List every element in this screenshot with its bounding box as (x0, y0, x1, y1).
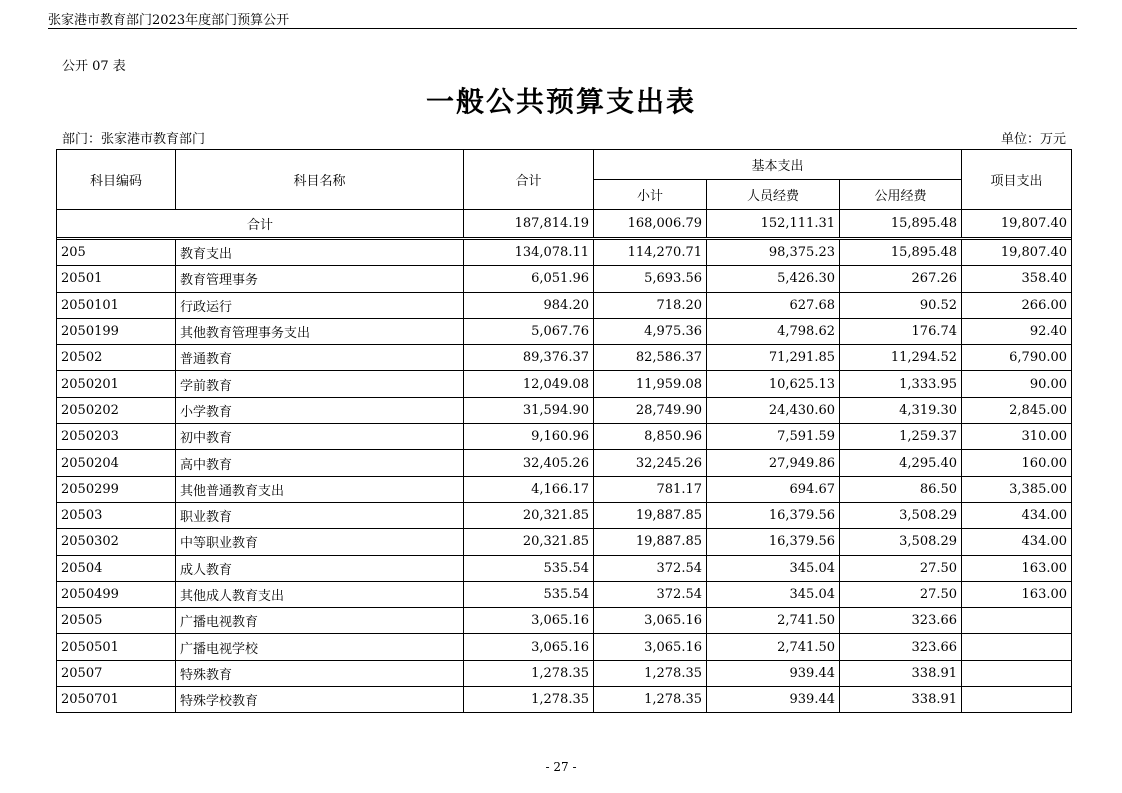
row-project: 90.00 (962, 371, 1072, 397)
row-project: 310.00 (962, 424, 1072, 450)
row-project: 434.00 (962, 529, 1072, 555)
row-code: 2050204 (57, 450, 176, 476)
row-subtotal: 718.20 (594, 292, 707, 318)
row-code: 205 (57, 240, 176, 266)
row-code: 2050302 (57, 529, 176, 555)
table-row (57, 450, 1072, 476)
row-name: 其他教育管理事务支出 (176, 318, 464, 344)
row-project: 3,385.00 (962, 476, 1072, 502)
row-personnel: 2,741.50 (707, 634, 840, 660)
row-name: 教育管理事务 (176, 266, 464, 292)
row-subtotal: 19,887.85 (594, 529, 707, 555)
row-total: 89,376.37 (464, 345, 594, 371)
header-basic: 基本支出 (594, 150, 962, 180)
row-project: 160.00 (962, 450, 1072, 476)
row-name: 教育支出 (176, 240, 464, 266)
row-personnel: 939.44 (707, 660, 840, 686)
row-total: 5,067.76 (464, 318, 594, 344)
row-code: 2050201 (57, 371, 176, 397)
row-total: 32,405.26 (464, 450, 594, 476)
table-row (57, 345, 1072, 371)
row-public: 176.74 (840, 318, 962, 344)
table-row (57, 581, 1072, 607)
row-project (962, 634, 1072, 660)
row-name: 普通教育 (176, 345, 464, 371)
header-rule (48, 28, 1077, 29)
row-public: 11,294.52 (840, 345, 962, 371)
row-subtotal: 3,065.16 (594, 634, 707, 660)
row-name: 中等职业教育 (176, 529, 464, 555)
row-project: 6,790.00 (962, 345, 1072, 371)
total-row (57, 210, 1072, 238)
row-personnel: 627.68 (707, 292, 840, 318)
row-personnel: 4,798.62 (707, 318, 840, 344)
row-code: 20507 (57, 660, 176, 686)
row-name: 广播电视教育 (176, 608, 464, 634)
row-public: 323.66 (840, 608, 962, 634)
table-row (57, 292, 1072, 318)
row-total: 1,278.35 (464, 660, 594, 686)
row-total: 20,321.85 (464, 529, 594, 555)
row-subtotal: 372.54 (594, 581, 707, 607)
row-project: 163.00 (962, 555, 1072, 581)
row-subtotal: 32,245.26 (594, 450, 707, 476)
row-subtotal: 1,278.35 (594, 687, 707, 713)
row-personnel: 694.67 (707, 476, 840, 502)
total-label: 合计 (57, 210, 464, 238)
header-project: 项目支出 (962, 150, 1072, 210)
row-code: 2050202 (57, 397, 176, 423)
unit-label: 单位：万元 (1000, 132, 1066, 147)
table-row (57, 529, 1072, 555)
row-personnel: 98,375.23 (707, 240, 840, 266)
table-number: 公开 07 表 (62, 59, 126, 74)
row-personnel: 345.04 (707, 581, 840, 607)
row-name: 职业教育 (176, 502, 464, 528)
row-public: 86.50 (840, 476, 962, 502)
row-public: 15,895.48 (840, 240, 962, 266)
row-subtotal: 3,065.16 (594, 608, 707, 634)
row-name: 成人教育 (176, 555, 464, 581)
row-public: 338.91 (840, 687, 962, 713)
table-row (57, 266, 1072, 292)
row-total: 3,065.16 (464, 608, 594, 634)
total-subtotal: 168,006.79 (594, 210, 707, 238)
row-code: 2050501 (57, 634, 176, 660)
row-project (962, 687, 1072, 713)
total-project: 19,807.40 (962, 210, 1072, 238)
header-total: 合计 (464, 150, 594, 210)
row-project: 434.00 (962, 502, 1072, 528)
row-personnel: 24,430.60 (707, 397, 840, 423)
row-total: 9,160.96 (464, 424, 594, 450)
row-subtotal: 82,586.37 (594, 345, 707, 371)
row-personnel: 2,741.50 (707, 608, 840, 634)
row-public: 323.66 (840, 634, 962, 660)
table-row (57, 240, 1072, 266)
total-personnel: 152,111.31 (707, 210, 840, 238)
header-personnel: 人员经费 (707, 180, 840, 210)
row-code: 20501 (57, 266, 176, 292)
page-number: - 27 - (545, 760, 577, 774)
row-subtotal: 781.17 (594, 476, 707, 502)
row-subtotal: 4,975.36 (594, 318, 707, 344)
row-public: 338.91 (840, 660, 962, 686)
row-public: 4,295.40 (840, 450, 962, 476)
row-personnel: 939.44 (707, 687, 840, 713)
row-personnel: 10,625.13 (707, 371, 840, 397)
row-personnel: 27,949.86 (707, 450, 840, 476)
row-public: 27.50 (840, 555, 962, 581)
row-personnel: 345.04 (707, 555, 840, 581)
row-subtotal: 1,278.35 (594, 660, 707, 686)
row-personnel: 16,379.56 (707, 529, 840, 555)
row-public: 267.26 (840, 266, 962, 292)
row-code: 2050701 (57, 687, 176, 713)
row-personnel: 16,379.56 (707, 502, 840, 528)
header-name: 科目名称 (176, 150, 464, 210)
row-code: 20503 (57, 502, 176, 528)
row-code: 2050499 (57, 581, 176, 607)
row-project (962, 608, 1072, 634)
table-row (57, 555, 1072, 581)
row-subtotal: 5,693.56 (594, 266, 707, 292)
row-total: 535.54 (464, 581, 594, 607)
row-name: 特殊学校教育 (176, 687, 464, 713)
row-personnel: 7,591.59 (707, 424, 840, 450)
total-total: 187,814.19 (464, 210, 594, 238)
row-total: 3,065.16 (464, 634, 594, 660)
row-total: 134,078.11 (464, 240, 594, 266)
table-row (57, 476, 1072, 502)
row-total: 12,049.08 (464, 371, 594, 397)
row-total: 20,321.85 (464, 502, 594, 528)
row-total: 31,594.90 (464, 397, 594, 423)
table-row (57, 634, 1072, 660)
total-public: 15,895.48 (840, 210, 962, 238)
row-code: 20504 (57, 555, 176, 581)
row-name: 高中教育 (176, 450, 464, 476)
row-name: 特殊教育 (176, 660, 464, 686)
row-personnel: 5,426.30 (707, 266, 840, 292)
header-code: 科目编码 (57, 150, 176, 210)
row-subtotal: 11,959.08 (594, 371, 707, 397)
row-project (962, 660, 1072, 686)
header-subtotal: 小计 (594, 180, 707, 210)
row-code: 2050299 (57, 476, 176, 502)
row-name: 小学教育 (176, 397, 464, 423)
row-total: 535.54 (464, 555, 594, 581)
row-project: 358.40 (962, 266, 1072, 292)
table-row (57, 424, 1072, 450)
row-name: 其他普通教育支出 (176, 476, 464, 502)
table-row (57, 371, 1072, 397)
row-code: 2050101 (57, 292, 176, 318)
running-header: 张家港市教育部门2023年度部门预算公开 (48, 13, 290, 28)
table-row (57, 660, 1072, 686)
row-project: 266.00 (962, 292, 1072, 318)
table-row (57, 318, 1072, 344)
table-row (57, 608, 1072, 634)
row-name: 其他成人教育支出 (176, 581, 464, 607)
row-subtotal: 19,887.85 (594, 502, 707, 528)
row-name: 初中教育 (176, 424, 464, 450)
row-public: 27.50 (840, 581, 962, 607)
row-total: 1,278.35 (464, 687, 594, 713)
row-public: 1,259.37 (840, 424, 962, 450)
row-name: 行政运行 (176, 292, 464, 318)
row-personnel: 71,291.85 (707, 345, 840, 371)
row-project: 163.00 (962, 581, 1072, 607)
page-title: 一般公共预算支出表 (425, 85, 696, 118)
row-public: 1,333.95 (840, 371, 962, 397)
budget-table (56, 149, 1072, 713)
row-code: 20502 (57, 345, 176, 371)
row-code: 2050203 (57, 424, 176, 450)
row-project: 2,845.00 (962, 397, 1072, 423)
table-row (57, 502, 1072, 528)
row-subtotal: 114,270.71 (594, 240, 707, 266)
row-total: 4,166.17 (464, 476, 594, 502)
row-code: 2050199 (57, 318, 176, 344)
department-label: 部门：张家港市教育部门 (62, 132, 206, 147)
table-row (57, 687, 1072, 713)
row-total: 6,051.96 (464, 266, 594, 292)
row-public: 3,508.29 (840, 502, 962, 528)
table-row (57, 397, 1072, 423)
row-code: 20505 (57, 608, 176, 634)
row-subtotal: 8,850.96 (594, 424, 707, 450)
row-name: 学前教育 (176, 371, 464, 397)
row-subtotal: 28,749.90 (594, 397, 707, 423)
row-public: 4,319.30 (840, 397, 962, 423)
row-project: 19,807.40 (962, 240, 1072, 266)
row-total: 984.20 (464, 292, 594, 318)
row-name: 广播电视学校 (176, 634, 464, 660)
row-project: 92.40 (962, 318, 1072, 344)
row-public: 90.52 (840, 292, 962, 318)
row-subtotal: 372.54 (594, 555, 707, 581)
header-public: 公用经费 (840, 180, 962, 210)
row-public: 3,508.29 (840, 529, 962, 555)
